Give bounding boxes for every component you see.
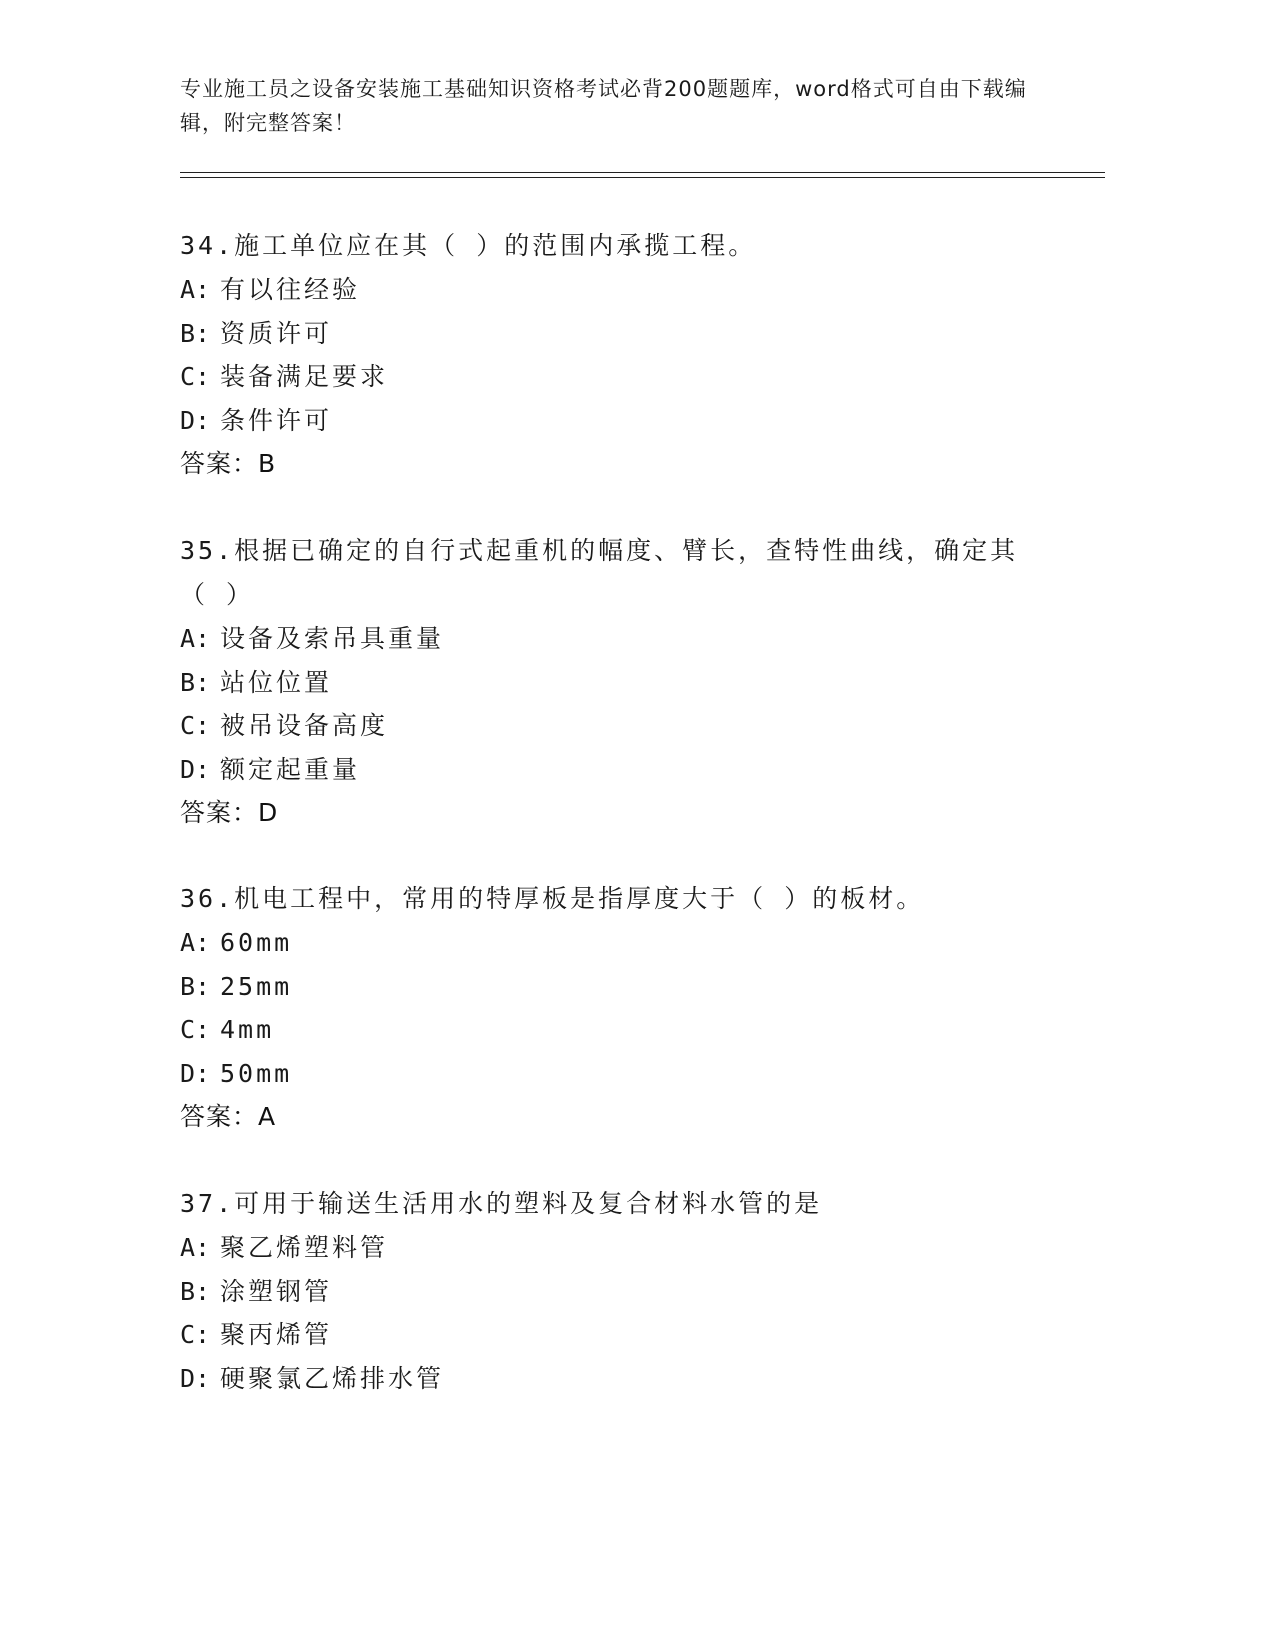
option-text: 设备及索吊具重量 [220,624,445,653]
header-divider-bottom [180,177,1105,178]
option-text: 4mm [220,1015,275,1045]
option-text: 条件许可 [220,405,333,435]
option-a [180,617,1080,661]
header-divider-top [180,172,1105,173]
option-text: 涂塑钢管 [220,1276,333,1306]
option-b [180,312,1080,356]
question-stem: 34.施工单位应在其（ ）的范围内承揽工程。 [180,231,757,260]
option-letter: A: [180,275,211,304]
option-d [180,1052,1080,1096]
option-text: 额定起重量 [220,754,361,784]
option-text: 站位位置 [220,667,333,697]
document-header: 专业施工员之设备安装施工基础知识资格考试必背200题题库，word格式可自由下载编辑，附完整答案！ [180,77,1027,135]
option-letter: C: [180,362,211,392]
question-34 [180,224,1080,486]
option-text: 25mm [220,971,293,1001]
option-c [180,355,1080,399]
option-letter: B: [180,971,211,1001]
option-letter: D: [180,405,211,435]
option-text: 资质许可 [220,318,333,348]
option-text: 装备满足要求 [220,362,389,392]
option-text: 60mm [220,928,293,957]
option-a [180,1226,1080,1270]
question-stem: 37.可用于输送生活用水的塑料及复合材料水管的是 [180,1189,823,1218]
question-stem: 36.机电工程中，常用的特厚板是指厚度大于（ ）的板材。 [180,884,925,913]
option-letter: D: [180,1363,211,1393]
question-36 [180,877,1080,1139]
option-b [180,661,1080,705]
option-letter: A: [180,624,211,653]
option-letter: B: [180,318,211,348]
option-letter: C: [180,1320,211,1350]
option-c [180,704,1080,748]
option-d [180,399,1080,443]
option-letter: A: [180,1233,211,1262]
option-c [180,1008,1080,1052]
option-letter: B: [180,667,211,697]
option-letter: C: [180,711,211,741]
option-text: 聚乙烯塑料管 [220,1233,389,1262]
option-text: 50mm [220,1058,293,1088]
option-b [180,965,1080,1009]
option-letter: D: [180,1058,211,1088]
option-letter: C: [180,1015,211,1045]
option-d [180,1357,1080,1401]
question-37 [180,1182,1080,1400]
option-b [180,1270,1080,1314]
option-text: 有以往经验 [220,275,361,304]
answer-line: 答案：A [180,1102,277,1132]
option-text: 硬聚氯乙烯排水管 [220,1363,445,1393]
option-a [180,921,1080,965]
option-a [180,268,1080,312]
answer-line: 答案：D [180,798,279,828]
option-c [180,1313,1080,1357]
option-letter: B: [180,1276,211,1306]
option-letter: D: [180,754,211,784]
option-text: 被吊设备高度 [220,711,389,741]
option-letter: A: [180,928,211,957]
answer-line: 答案：B [180,449,277,479]
option-d [180,748,1080,792]
question-stem: 35.根据已确定的自行式起重机的幅度、臂长，查特性曲线，确定其（ ） [180,536,1019,609]
question-35 [180,529,1080,835]
option-text: 聚丙烯管 [220,1320,333,1350]
